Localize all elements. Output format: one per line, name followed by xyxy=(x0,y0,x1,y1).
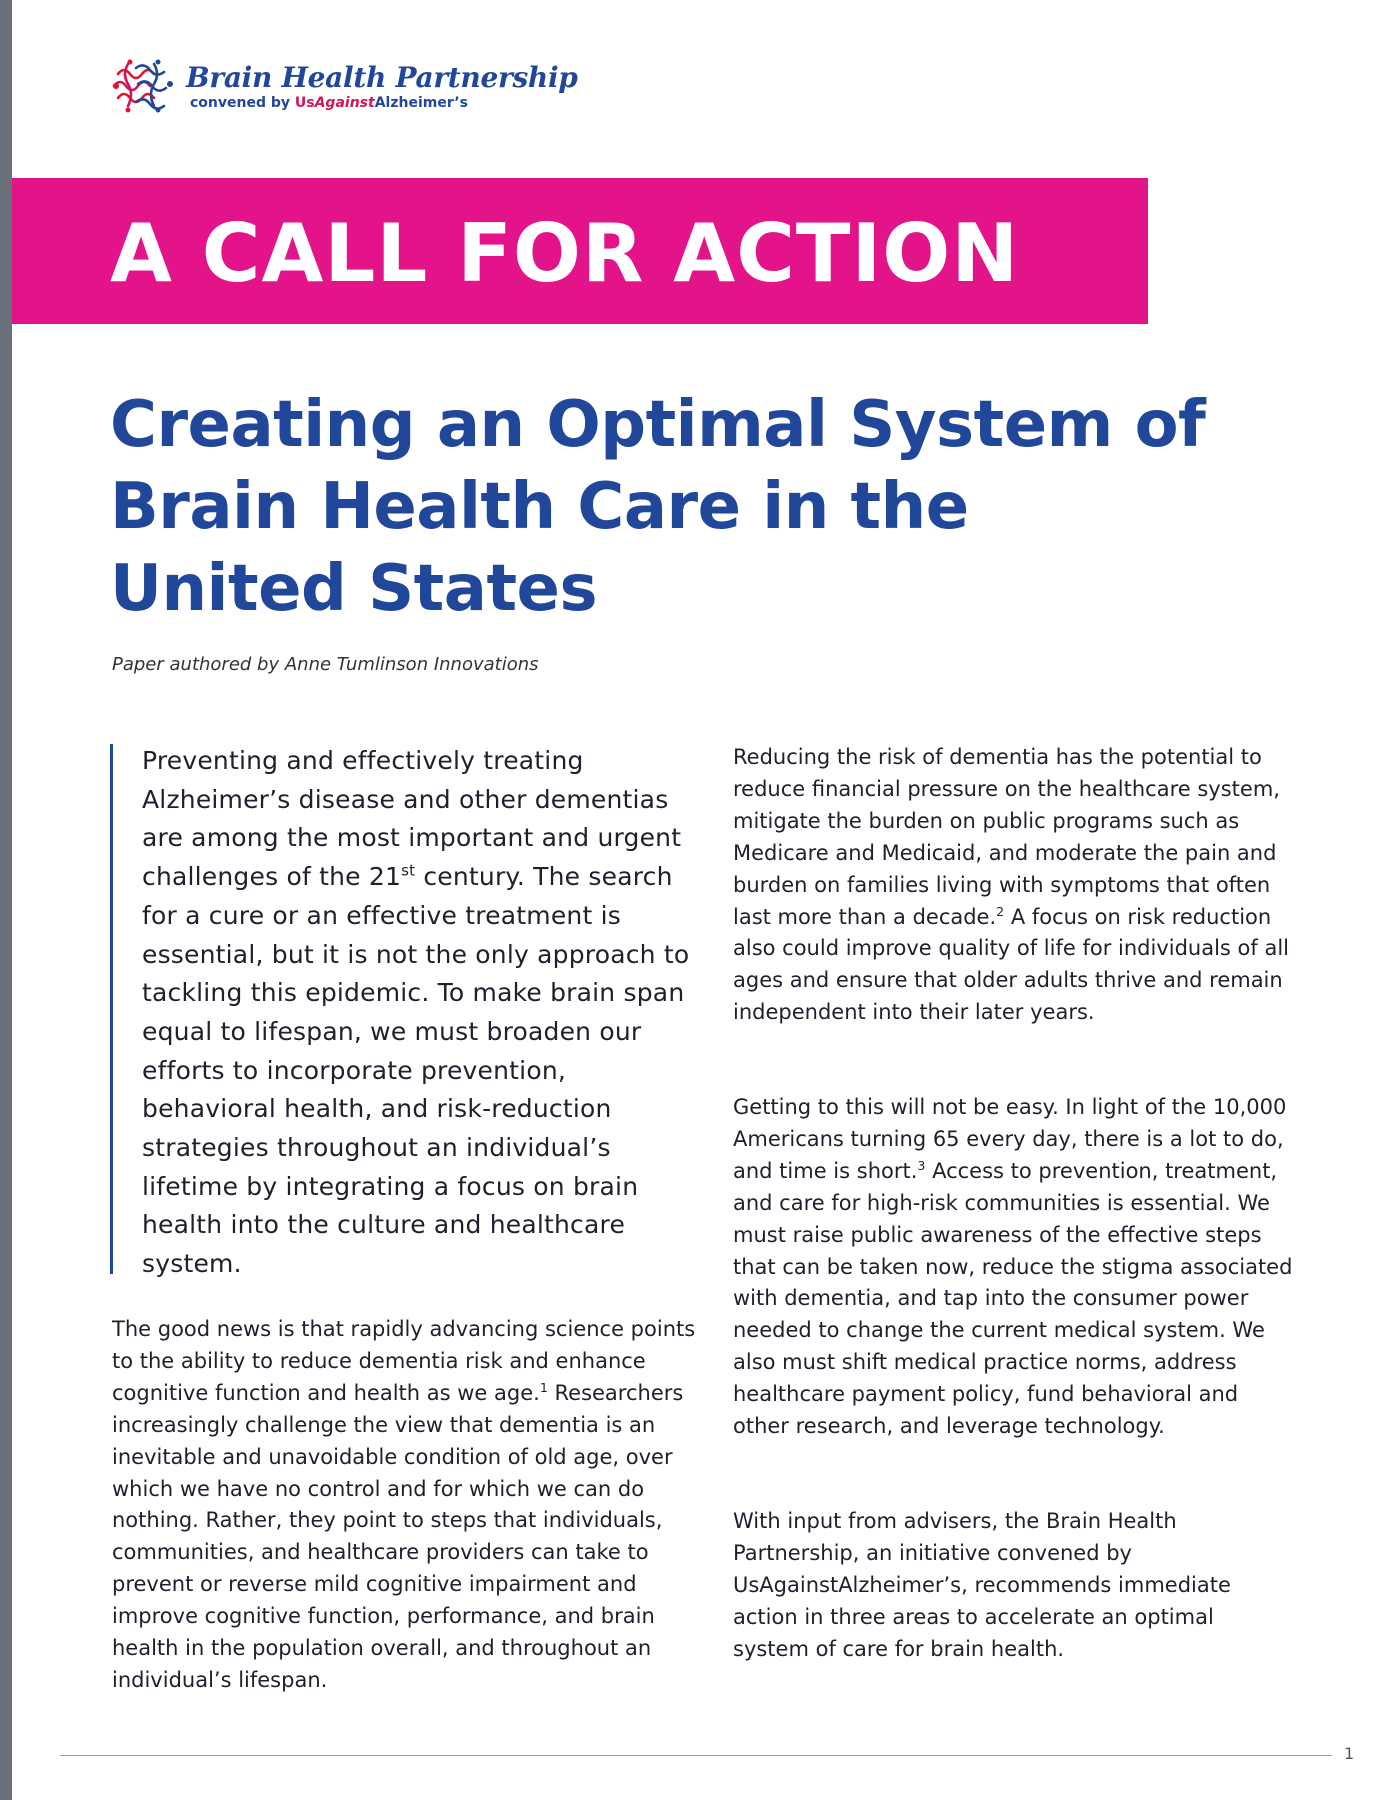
body-paragraph-getting-there: Getting to this will not be easy. In light of the 10,000 Americans turning 65 every day, there is a lot to do, and time is short.$^3$ Access to prevention, treatment, and care for high-risk communities is essential. We must raise public awareness of the effective steps that can be taken now, reduce the stigma associated with dementia, and tap into the consumer power needed to change the current medical system. We also must shift medical practice norms, address healthcare payment policy, fund behavioral and other research, and leverage technology. xyxy=(733,1095,1293,1439)
banner-heading: A CALL FOR ACTION xyxy=(110,207,1020,300)
logo-name: Brain Health Partnership xyxy=(186,61,578,94)
logo-tagline: convened by UsAgainstAlzheimer’s xyxy=(190,95,468,111)
author-line: Paper authored by Anne Tumlinson Innovations xyxy=(112,654,539,675)
footnote-marker: st xyxy=(401,861,416,880)
body-paragraph-risk-reduction: Reducing the risk of dementia has the potential to reduce financial pressure on the healthcare system, mitigate the burden on public programs such as Medicare and Medicaid, and moderate the pain and burden on families living with symptoms that often last more than a decade.$^2$ A focus on risk reduction also could improve quality of life for individuals of all ages and ensure that older adults thrive and remain independent into their later years. xyxy=(733,745,1289,1025)
footnote-ref-2: 2 xyxy=(996,903,1005,919)
body-paragraph-good-news: The good news is that rapidly advancing science points to the ability to reduce dementia risk and enhance cognitive function and health as we age.$^1$ Researchers increasingly challenge the view that dementia is an inevitable and unavoidable condition of old age, over which we have no control and for which we can do nothing. Rather, they point to steps that individuals, communities, and healthcare providers can take to prevent or reverse mild cognitive impairment and improve cognitive function, performance, and brain health in the population overall, and throughout an individual’s lifespan. xyxy=(112,1317,696,1692)
brain-network-icon xyxy=(108,54,178,120)
body-paragraph-recommendation: With input from advisers, the Brain Health Partnership, an initiative convened by UsAgainstAlzheimer’s, recommends immediate action in three areas to accelerate an optimal system of care for brain health. xyxy=(733,1509,1231,1661)
page-number: 1 xyxy=(1344,1744,1355,1763)
call-for-action-banner xyxy=(12,178,1148,324)
footnote-ref-1: 1 xyxy=(539,1379,548,1395)
document-title: Creating an Optimal System of Brain Health Care in the United States xyxy=(110,388,1206,626)
footnote-ref-3: 3 xyxy=(917,1157,926,1173)
pullquote: Preventing and effectively treating Alzheimer’s disease and other dementias are among the most important and urgent challenges of the 21st century. The search for a cure or an effective treatment is essential, but it is not the only approach to tackling this epidemic. To make brain span equal to lifespan, we must broaden our efforts to incorporate prevention, behavioral health, and risk-reduction strategies throughout an individual’s lifetime by integrating a focus on brain health into the culture and healthcare system. xyxy=(142,746,690,1279)
pullquote-rule xyxy=(110,744,113,1274)
page-edge-bar xyxy=(0,0,12,1800)
brain-health-partnership-logo xyxy=(108,54,578,120)
footer-rule xyxy=(60,1755,1332,1756)
